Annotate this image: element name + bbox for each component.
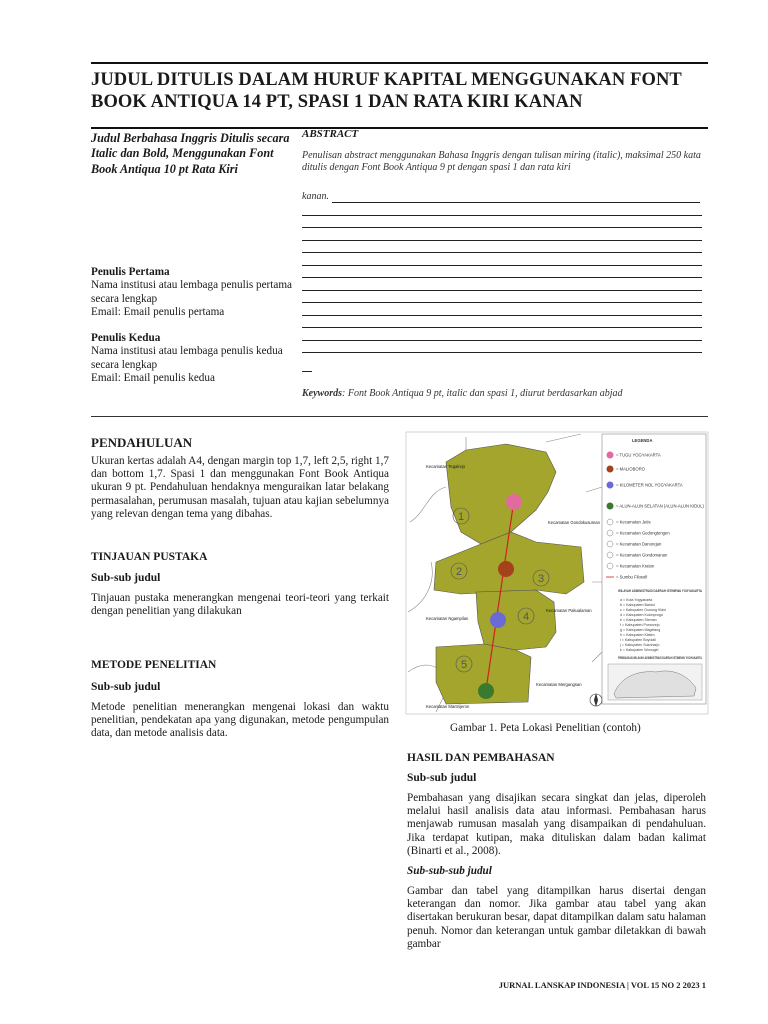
abstract-rule <box>91 416 708 417</box>
subheading-metode: Sub-sub judul <box>91 681 161 693</box>
abstract-fill-line <box>302 371 312 372</box>
paragraph-hasil: Pembahasan yang disajikan secara singkat dan jelas, diperoleh melalui hasil analisis data atau informasi. Pembahasan harus menjawab rumusan masalah yang disampaikan di pendahuluan. Jika terdapat kutipan, maka dituliskan dalam badan kalimat (Binarti et al., 2008). <box>407 792 706 857</box>
paper-title: JUDUL DITULIS DALAM HURUF KAPITAL MENGGUNAKAN FONT BOOK ANTIQUA 14 PT, SPASI 1 DAN RATA KIRI KANAN <box>91 70 682 112</box>
tugu-marker <box>506 494 522 510</box>
region-number: 2 <box>455 566 463 578</box>
subheading-hasil: Sub-sub judul <box>407 772 477 784</box>
admin-item: e = Kabupaten Sleman <box>620 618 657 622</box>
location-map <box>406 432 708 714</box>
legend-number-item: = Kecamatan Danurejan <box>616 541 662 547</box>
paragraph-metode: Metode penelitian menerangkan mengenai lokasi dan waktu penelitian, pendekatan apa yang digunakan, metode pengumpulan data, dan metode analisis data. <box>91 701 389 740</box>
author-first <box>91 266 296 320</box>
abstract-fill-line <box>302 227 702 228</box>
figure-caption: Gambar 1. Peta Lokasi Penelitian (contoh) <box>450 722 641 734</box>
abstract-heading: ABSTRACT <box>302 128 359 140</box>
legend-title: LEGENDA <box>632 438 653 443</box>
region-number: 4 <box>522 611 530 623</box>
section-heading-hasil: HASIL DAN PEMBAHASAN <box>407 752 555 764</box>
author-email: Email: Email penulis pertama <box>91 306 225 319</box>
abstract-fill-line <box>302 327 702 328</box>
section-heading-metode: METODE PENELITIAN <box>91 659 217 671</box>
abstract-fill-line <box>302 290 702 291</box>
author-email: Email: Email penulis kedua <box>91 372 215 385</box>
abstract-body: Penulisan abstract menggunakan Bahasa Inggris dengan tulisan miring (italic), maksimal 250 kata ditulis dengan Font Book Antiqua 9 pt dengan spasi 1 dan rata kiri <box>302 150 701 174</box>
abstract-fill-line <box>332 202 700 203</box>
legend-box <box>602 434 706 704</box>
legend-item: = ALUN-ALUN SELATAN (ALUN-ALUN KIDUL) <box>616 503 704 509</box>
legend-item: = MALIOBORO <box>616 466 645 472</box>
region-number: 1 <box>457 511 465 523</box>
section-heading-pendahuluan: PENDAHULUAN <box>91 435 193 450</box>
section-heading-tinjauan: TINJAUAN PUSTAKA <box>91 551 208 563</box>
legend-number-item: = Kecamatan Gondomanan <box>616 552 668 558</box>
author-second <box>91 332 296 386</box>
abstract-fill-line <box>302 265 702 266</box>
abstract-fill-line <box>302 315 702 316</box>
admin-item: k = Kabupaten Wonogiri <box>620 648 659 652</box>
legend-number-item: = Kecamatan Kraton <box>616 563 655 569</box>
abstract-fill-line <box>302 240 702 241</box>
paragraph-tinjauan: Tinjauan pustaka menerangkan mengenai teori-teori yang terkait dengan penelitian yang dilakukan <box>91 592 389 618</box>
top-rule <box>91 62 708 64</box>
keywords-text: : Font Book Antiqua 9 pt, italic dan spasi 1, diurut berdasarkan abjad <box>342 388 623 399</box>
subheading-tinjauan: Sub-sub judul <box>91 572 161 584</box>
location-map-figure <box>406 432 708 714</box>
district-label: Kecamatan Gondokusuman <box>548 520 600 525</box>
abstract-fill-line <box>302 302 702 303</box>
author-label: Penulis Pertama <box>91 266 170 278</box>
inset-title: PEMBAGIAN WILAYAH ADMINISTRASI DAERAH ISTIMEWA YOGYAKARTA <box>618 656 703 660</box>
keywords <box>302 388 706 399</box>
kilometer-marker <box>490 612 506 628</box>
abstract-fill-line <box>302 340 702 341</box>
district-label: Kecamatan Mergangsan <box>536 682 582 687</box>
district-label: Kecamatan Pakualaman <box>546 608 592 613</box>
admin-title: WILAYAH ADMINISTRASI DAERAH ISTIMEWA YOGYAKARTA <box>618 589 703 593</box>
legend-number-item: = Kecamatan Jetis <box>616 519 651 525</box>
abstract-fill-line <box>302 215 702 216</box>
title-rule <box>91 127 708 129</box>
admin-item: c = Kabupaten Gunung Kidul <box>620 608 667 612</box>
keywords-label: Keywords <box>302 388 342 399</box>
paragraph-pendahuluan: Ukuran kertas adalah A4, dengan margin top 1,7, left 2,5, right 1,7 dan bottom 1,7. Spasi 1 dan menggunakan Font Book Antiqua ukuran 9 pt. Pendahuluan hendaknya menguraikan latar belakang permasalahan, perumusan masalah, tujuan atau kajian sebelumnya yang relevan dengan tema yang dibahas. <box>91 455 389 520</box>
journal-footer: JURNAL LANSKAP INDONESIA | VOL 15 NO 2 2023 1 <box>498 980 706 990</box>
region-number: 5 <box>460 659 468 671</box>
abstract-fill-line <box>302 252 702 253</box>
admin-item: a = Kota Yogyakarta <box>620 598 653 602</box>
district-label: Kecamatan Ngampilan <box>426 616 469 621</box>
admin-item: b = Kabupaten Bantul <box>620 603 655 607</box>
abstract-tail: kanan. <box>302 191 329 202</box>
author-label: Penulis Kedua <box>91 332 161 344</box>
admin-item: f = Kabupaten Purworejo <box>620 623 660 627</box>
region-number: 3 <box>537 573 545 585</box>
admin-item: h = Kabupaten Klaten <box>620 633 655 637</box>
subsubheading-hasil: Sub-sub-sub judul <box>407 865 492 877</box>
map-region-4 <box>476 590 556 650</box>
admin-item: j = Kabupaten Sukoharjo <box>620 643 660 647</box>
abstract-fill-line <box>302 277 702 278</box>
author-institution: Nama institusi atau lembaga penulis pertama secara lengkap <box>91 279 293 305</box>
abstract-fill-line <box>302 352 702 353</box>
alun-marker <box>478 683 494 699</box>
english-title: Judul Berbahasa Inggris Ditulis secara Italic dan Bold, Menggunakan Font Book Antiqua 10 pt Rata Kiri <box>91 131 290 176</box>
district-label: Kecamatan Tegalrejo <box>426 464 466 469</box>
legend-number-item: = Kecamatan Gedongtengen <box>616 530 670 536</box>
legend-number-item: = Sumbu Filosofi <box>616 574 648 580</box>
admin-item: g = Kabupaten Magelang <box>620 628 661 632</box>
author-institution: Nama institusi atau lembaga penulis kedua secara lengkap <box>91 345 283 371</box>
legend-item: = TUGU YOGYAKARTA <box>616 452 661 458</box>
admin-item: d = Kabupaten Kulonprogo <box>620 613 663 617</box>
malioboro-marker <box>498 561 514 577</box>
paragraph-hasil-2: Gambar dan tabel yang ditampilkan harus disertai dengan keterangan dan nomor. Jika gambar atau tabel yang akan disertakan berukuran besar, dapat ditampilkan dalam satu halaman penuh. Nomor dan keterangan untuk gambar diletakkan di bawah gambar <box>407 885 706 950</box>
district-label: Kecamatan Mantrijeron <box>426 704 470 709</box>
admin-item: i = Kabupaten Boyolali <box>620 638 656 642</box>
legend-item: = KILOMETER NOL YOGYAKARTA <box>616 482 683 488</box>
